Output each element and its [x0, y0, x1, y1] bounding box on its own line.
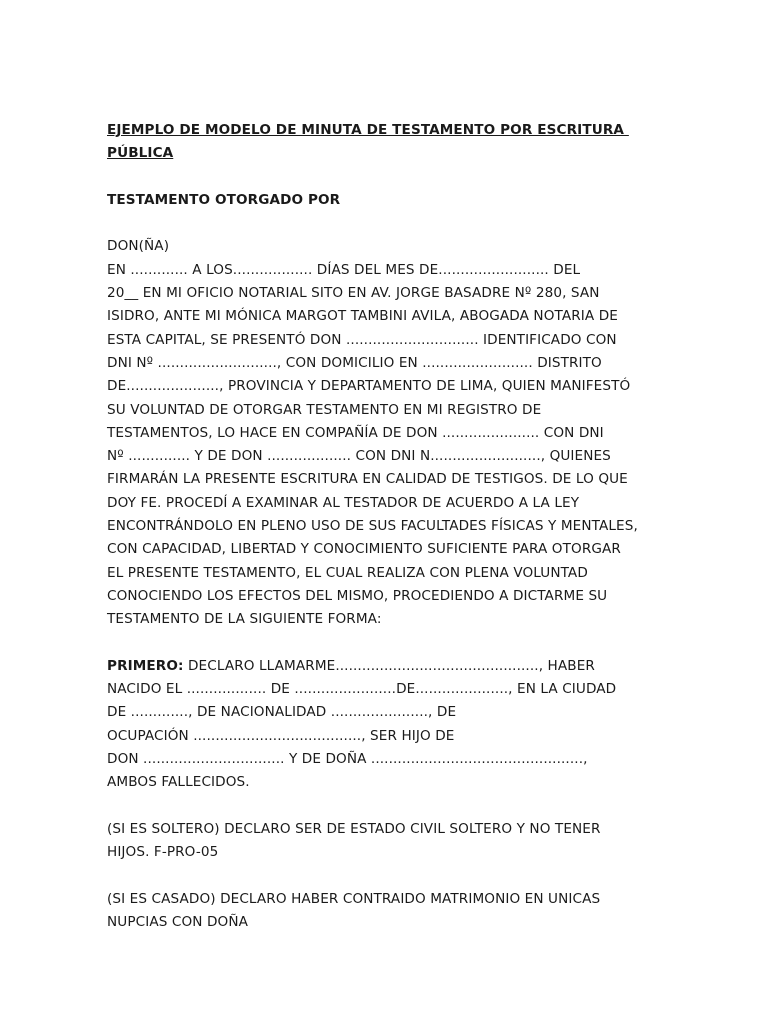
intro-paragraph: [107, 235, 667, 631]
primero-line: AMBOS FALLECIDOS.: [107, 774, 250, 791]
document-subtitle: TESTAMENTO OTORGADO POR: [107, 191, 341, 208]
intro-line: DNI Nº ..........................., CON DOMICILIO EN ......................... DISTRITO: [107, 354, 602, 371]
title-line: EJEMPLO DE MODELO DE MINUTA DE TESTAMENTO POR ESCRITURA: [107, 122, 629, 138]
document-body: [107, 119, 667, 934]
intro-line: FIRMARÁN LA PRESENTE ESCRITURA EN CALIDAD DE TESTIGOS. DE LO QUE: [107, 471, 628, 488]
primero-first-line-text: DECLARO LLAMARME.............................................., HABER: [183, 657, 595, 674]
casado-paragraph: [107, 888, 667, 935]
primero-paragraph: [107, 655, 667, 795]
soltero-paragraph: [107, 818, 667, 865]
intro-line: Nº .............. Y DE DON ................... CON DNI N........................., QUIENES: [107, 448, 611, 465]
title-line: PÚBLICA: [107, 145, 174, 162]
intro-line: ENCONTRÁNDOLO EN PLENO USO DE SUS FACULTADES FÍSICAS Y MENTALES,: [107, 518, 638, 535]
intro-line: 20__ EN MI OFICIO NOTARIAL SITO EN AV. JORGE BASADRE Nº 280, SAN: [107, 285, 600, 302]
soltero-line: HIJOS. F-PRO-05: [107, 844, 219, 861]
primero-line: NACIDO EL .................. DE .......................DE....................., EN LA CIUDAD: [107, 681, 617, 698]
intro-line: DE....................., PROVINCIA Y DEPARTAMENTO DE LIMA, QUIEN MANIFESTÓ: [107, 378, 631, 395]
primero-line: DON ................................ Y DE DOÑA ................................................,: [107, 751, 588, 768]
intro-line: EL PRESENTE TESTAMENTO, EL CUAL REALIZA CON PLENA VOLUNTAD: [107, 564, 588, 581]
intro-line: CONOCIENDO LOS EFECTOS DEL MISMO, PROCEDIENDO A DICTARME SU: [107, 587, 608, 604]
primero-first-line: [107, 655, 667, 678]
intro-line: TESTAMENTO DE LA SIGUIENTE FORMA:: [107, 611, 382, 628]
soltero-line: (SI ES SOLTERO) DECLARO SER DE ESTADO CIVIL SOLTERO Y NO TENER: [107, 820, 601, 837]
intro-line: TESTAMENTOS, LO HACE EN COMPAÑÍA DE DON ...................... CON DNI: [107, 424, 604, 441]
intro-line: EN ............. A LOS.................. DÍAS DEL MES DE......................... DEL: [107, 261, 581, 278]
primero-line: DE ............., DE NACIONALIDAD ......................, DE: [107, 704, 457, 721]
primero-label: PRIMERO:: [107, 657, 184, 674]
intro-line: ESTA CAPITAL, SE PRESENTÓ DON .............................. IDENTIFICADO CON: [107, 331, 617, 348]
intro-line: DON(ÑA): [107, 238, 170, 255]
document-title: [107, 119, 667, 166]
intro-line: ISIDRO, ANTE MI MÓNICA MARGOT TAMBINI AVILA, ABOGADA NOTARIA DE: [107, 308, 618, 325]
primero-line: OCUPACIÓN ......................................, SER HIJO DE: [107, 727, 455, 744]
intro-line: SU VOLUNTAD DE OTORGAR TESTAMENTO EN MI REGISTRO DE: [107, 401, 542, 418]
intro-line: CON CAPACIDAD, LIBERTAD Y CONOCIMIENTO SUFICIENTE PARA OTORGAR: [107, 541, 621, 558]
intro-line: DOY FE. PROCEDÍ A EXAMINAR AL TESTADOR DE ACUERDO A LA LEY: [107, 494, 580, 511]
casado-line: (SI ES CASADO) DECLARO HABER CONTRAIDO MATRIMONIO EN UNICAS: [107, 890, 601, 907]
casado-line: NUPCIAS CON DOÑA: [107, 914, 248, 931]
